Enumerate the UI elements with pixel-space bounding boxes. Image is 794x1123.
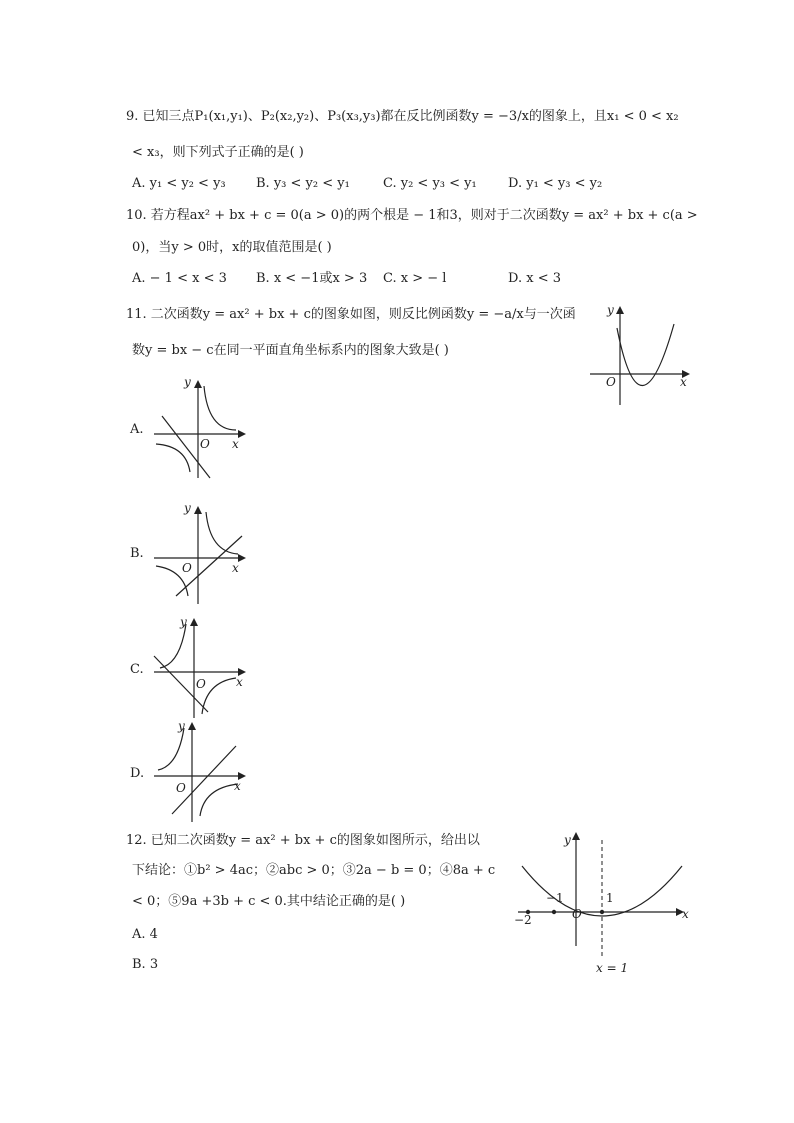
q9-line1: 9. 已知三点P₁(x₁,y₁)、P₂(x₂,y₂)、P₃(x₃,y₃)都在反比例函数y = −3/x的图象上，且x₁ < 0 < x₂ [126,109,679,124]
q12-graph-one: 1 [606,891,614,905]
q9-option-d[interactable]: D. y₁ < y₃ < y₂ [508,176,603,191]
q12-graph-neg2: −2 [514,913,532,927]
q9-option-c[interactable]: C. y₂ < y₃ < y₁ [383,176,477,191]
q12-option-a[interactable]: A. 4 [132,927,158,942]
q10-line2: 0)，当y > 0时，x的取值范围是( ) [132,240,332,255]
q12-graph-axis-label: x = 1 [596,961,629,975]
q12-graph-x: x [682,907,689,921]
q11-a-o: O [200,437,210,451]
q11-c-o: O [196,677,206,691]
q12-graph-neg1: −1 [546,891,564,905]
q10-option-a[interactable]: A. − 1 < x < 3 [132,271,227,286]
q11-b-y: y [184,501,191,515]
q11-d-x: x [234,779,241,793]
q11-option-b-graph[interactable] [150,498,250,608]
q11-graph-x-label: x [680,375,687,389]
q11-line2: 数y = bx − c在同一平面直角坐标系内的图象大致是( ) [132,343,449,358]
q11-option-a-graph[interactable] [150,372,250,482]
q12-parabola-graph [508,826,698,976]
q11-b-o: O [182,561,192,575]
q11-b-x: x [232,561,239,575]
q11-a-y: y [184,375,191,389]
q11-d-y: y [178,719,185,733]
q10-line1: 10. 若方程ax² + bx + c = 0(a > 0)的两个根是 − 1和3，则对于二次函数y = ax² + bx + c(a > [126,208,698,223]
q11-line1: 11. 二次函数y = ax² + bx + c的图象如图，则反比例函数y = −a/x与一次函 [126,307,576,322]
q12-option-b[interactable]: B. 3 [132,957,159,972]
q12-graph-origin: O [572,907,582,921]
q10-option-d[interactable]: D. x < 3 [508,271,561,286]
q12-line3: < 0；⑤9a +3b + c < 0.其中结论正确的是( ) [132,894,406,909]
q12-graph-y: y [564,833,571,847]
q11-a-x: x [232,437,239,451]
q11-c-x: x [236,675,243,689]
q11-graph-origin: O [606,375,616,389]
q11-option-c-label[interactable]: C. [130,662,144,677]
q11-graph-y-label: y [607,303,614,317]
q11-option-d-label[interactable]: D. [130,766,145,781]
q10-option-c[interactable]: C. x > − l [383,271,447,286]
q9-option-a[interactable]: A. y₁ < y₂ < y₃ [132,176,226,191]
q11-parabola-graph [590,300,700,410]
q12-line1: 12. 已知二次函数y = ax² + bx + c的图象如图所示，给出以 [126,833,480,848]
q11-c-y: y [180,615,187,629]
q10-option-b[interactable]: B. x < −1或x > 3 [256,271,368,286]
q11-option-a-label[interactable]: A. [130,422,144,437]
q9-option-b[interactable]: B. y₃ < y₂ < y₁ [256,176,350,191]
q11-option-b-label[interactable]: B. [130,546,144,561]
q12-line2: 下结论：①b² > 4ac；②abc > 0；③2a − b = 0；④8a + c [132,863,496,878]
q11-option-d-graph[interactable] [150,716,250,826]
q9-line2: < x₃，则下列式子正确的是( ) [132,145,304,160]
q11-option-c-graph[interactable] [150,612,250,722]
q11-d-o: O [176,781,186,795]
